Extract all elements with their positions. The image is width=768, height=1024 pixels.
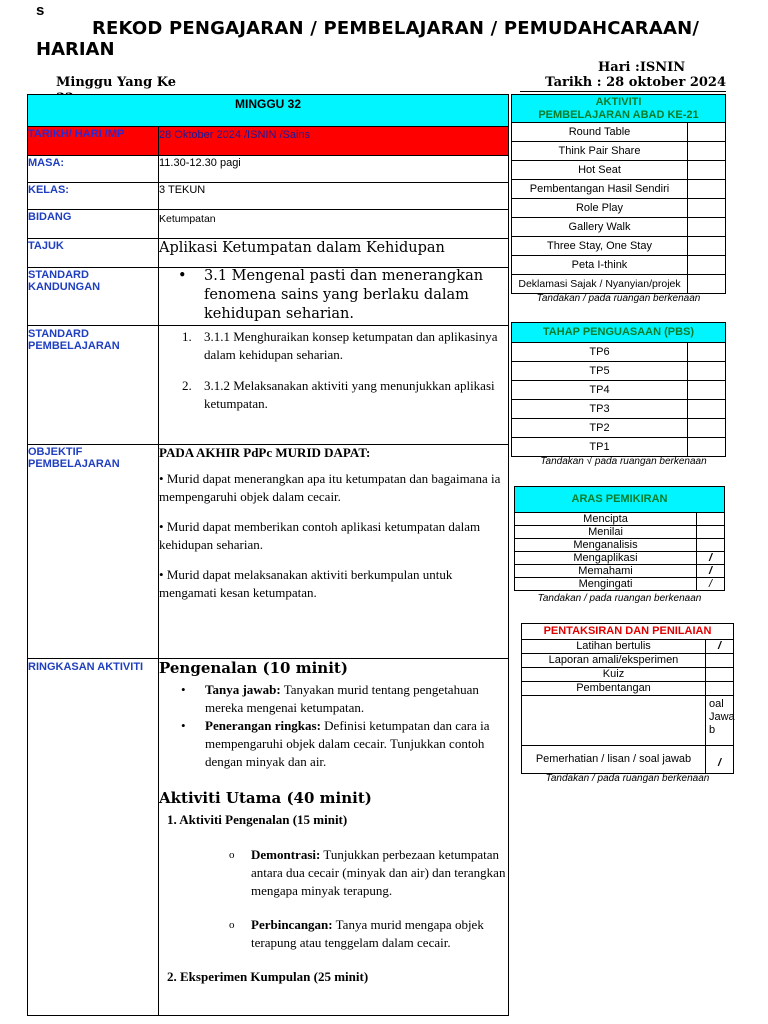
bidang-value: Ketumpatan	[159, 213, 216, 225]
table-row: TP6	[512, 342, 725, 361]
table-row: Latihan bertulis /	[522, 639, 733, 653]
checkbox-cell[interactable]	[696, 539, 724, 551]
pengenalan-item: • Tanya jawab: Tanyakan murid tentang pengetahuan mereka mengenai ketumpatan.	[181, 682, 479, 715]
soal-jawab-text: oal Jawa b	[709, 698, 735, 736]
kelas-value: 3 TEKUN	[159, 184, 206, 196]
tarikh-value: 28 Oktober 2024 /ISNIN /Sains	[159, 129, 311, 141]
table-row: TP3	[512, 399, 725, 418]
table-title: MINGGU 32	[234, 97, 301, 111]
table-row: Laporan amali/eksperimen	[522, 653, 733, 667]
pentaksiran-header: PENTAKSIRAN DAN PENILAIAN	[543, 625, 712, 637]
kelas-label: KELAS:	[28, 184, 69, 196]
utama-item-2: 2. Eksperimen Kumpulan (25 minit)	[167, 969, 369, 984]
table-row	[522, 695, 733, 745]
tarikh-label: TARIKH/ HARI /MP	[28, 128, 125, 140]
checkbox-cell[interactable]	[687, 275, 725, 293]
table-title-row	[28, 95, 508, 126]
tajuk-value: Aplikasi Ketumpatan dalam Kehidupan	[159, 240, 445, 256]
checkbox-cell[interactable]	[687, 438, 725, 456]
checkbox-cell[interactable]	[687, 142, 725, 160]
table-row: Mengaplikasi /	[515, 551, 724, 564]
hari-label: Hari :ISNIN	[598, 60, 686, 75]
table-row: TP2	[512, 418, 725, 437]
checkbox-cell[interactable]	[687, 218, 725, 236]
checkbox-cell[interactable]	[687, 362, 725, 380]
aras-note: Tandakan / pada ruangan berkenaan	[537, 593, 702, 604]
checkbox-cell[interactable]	[687, 199, 725, 217]
checkbox-cell[interactable]	[705, 654, 733, 667]
minggu-label: Minggu Yang Ke	[36, 75, 184, 108]
checkbox-cell[interactable]	[696, 526, 724, 538]
table-row: Pembentangan Hasil Sendiri	[512, 179, 725, 198]
table-row: TP1	[512, 437, 725, 456]
table-row: Mencipta	[515, 512, 724, 525]
checkbox-cell[interactable]	[705, 668, 733, 681]
checkbox-cell[interactable]	[687, 343, 725, 361]
utama-subitem: o Perbincangan: Tanya murid mengapa objek terapung atau tenggelam dalam cecair.	[229, 917, 484, 950]
obj-label: OBJEKTIF PEMBELAJARAN	[28, 446, 120, 470]
table-row: Role Play	[512, 198, 725, 217]
sp-item: 2. 3.1.2 Melaksanakan aktiviti yang menunjukkan aplikasi ketumpatan.	[182, 378, 495, 411]
table-row: Deklamasi Sajak / Nyanyian/projek	[512, 274, 725, 293]
table-row: Mengingati /	[515, 577, 724, 590]
checkbox-cell[interactable]	[687, 256, 725, 274]
utama-heading: Aktiviti Utama (40 minit)	[159, 789, 372, 807]
lesson-table	[27, 94, 509, 1016]
obj-item: • Murid dapat menerangkan apa itu ketumpatan dan bagaimana ia mempengaruhi objek dalam cecair.	[159, 471, 501, 504]
abad21-title1: AKTIVITI	[595, 96, 642, 108]
table-row: TP4	[512, 380, 725, 399]
aras-header: ARAS PEMIKIRAN	[515, 487, 724, 512]
abad21-note: Tandakan / pada ruangan berkenaan	[536, 293, 701, 304]
checkbox-cell[interactable]	[705, 682, 733, 695]
abad21-title2: PEMBELAJARAN ABAD KE-21	[538, 109, 699, 121]
checkbox-cell[interactable]	[687, 161, 725, 179]
tarikh-label: Tarikh : 28 oktober 2024	[520, 75, 726, 92]
table-row: Three Stay, One Stay	[512, 236, 725, 255]
sp-item: 1. 3.1.1 Menghuraikan konsep ketumpatan dan aplikasinya dalam kehidupan seharian.	[182, 329, 498, 362]
table-row: Pembentangan	[522, 681, 733, 695]
table-row: Menilai	[515, 525, 724, 538]
bidang-label: BIDANG	[28, 211, 72, 223]
sk-label: STANDARD KANDUNGAN	[28, 269, 101, 293]
document-title: REKOD PENGAJARAN / PEMBELAJARAN / PEMUDAHCARAAN/	[92, 18, 700, 39]
utama-item-1: 1. Aktiviti Pengenalan (15 minit)	[167, 812, 348, 827]
pentaksiran-table	[521, 623, 734, 774]
sp-list	[178, 328, 508, 413]
obj-heading: PADA AKHIR PdPc MURID DAPAT:	[159, 445, 371, 460]
aras-table	[514, 486, 725, 591]
table-row: Kuiz	[522, 667, 733, 681]
pentaksiran-note: Tandakan / pada ruangan berkenaan	[545, 773, 710, 784]
abad21-rows	[512, 122, 725, 293]
checkbox-cell[interactable]: /	[705, 746, 733, 773]
table-row: Menganalisis	[515, 538, 724, 551]
header-letter: s	[36, 2, 45, 19]
pengenalan-heading: Pengenalan (10 minit)	[159, 659, 348, 677]
sk-value: 3.1 Mengenal pasti dan menerangkan fenomena sains yang berlaku dalam kehidupan seharian.	[204, 268, 484, 322]
checkbox-cell[interactable]: /	[696, 578, 724, 590]
checkbox-cell[interactable]	[687, 237, 725, 255]
obj-content	[159, 444, 507, 602]
table-row: Memahami /	[515, 564, 724, 577]
obj-item: • Murid dapat melaksanakan aktiviti berkumpulan untuk mengamati kesan ketumpatan.	[159, 567, 453, 600]
table-row: Hot Seat	[512, 160, 725, 179]
abad21-table	[511, 94, 726, 294]
checkbox-cell[interactable]	[687, 419, 725, 437]
table-row: Peta I-think	[512, 255, 725, 274]
masa-label: MASA:	[28, 157, 65, 169]
ringkasan-label: RINGKASAN AKTIVITI	[28, 661, 144, 673]
table-row: Pemerhatian / lisan / soal jawab /	[522, 745, 733, 773]
checkbox-cell[interactable]	[687, 180, 725, 198]
abad21-header	[512, 95, 725, 122]
table-row: Round Table	[512, 122, 725, 141]
table-row: Think Pair Share	[512, 141, 725, 160]
checkbox-cell[interactable]: /	[705, 640, 733, 653]
pengenalan-item: • Penerangan ringkas: Definisi ketumpatan dan cara ia mempengaruhi objek dalam cecair. Tunjukkan contoh dengan minyak dan air.	[181, 718, 490, 769]
sk-item: • 3.1 Mengenal pasti dan menerangkan fenomena sains yang berlaku dalam kehidupan seharian.	[178, 267, 506, 324]
checkbox-cell[interactable]: /	[696, 565, 724, 577]
checkbox-cell[interactable]	[687, 381, 725, 399]
sp-label: STANDARD PEMBELAJARAN	[28, 328, 120, 352]
masa-value: 11.30-12.30 pagi	[159, 157, 241, 169]
pbs-table	[511, 322, 726, 457]
ringkasan-content	[159, 659, 507, 986]
table-row: Gallery Walk	[512, 217, 725, 236]
pbs-note: Tandakan √ pada ruangan berkenaan	[540, 456, 707, 467]
table-row: TP5	[512, 361, 725, 380]
checkbox-cell[interactable]	[687, 123, 725, 141]
checkbox-cell[interactable]	[687, 400, 725, 418]
obj-item: • Murid dapat memberikan contoh aplikasi ketumpatan dalam kehidupan seharian.	[159, 519, 481, 552]
checkbox-cell[interactable]: /	[696, 552, 724, 564]
soal-jawab-cell[interactable]	[705, 696, 733, 745]
pbs-header: TAHAP PENGUASAAN (PBS)	[512, 323, 725, 342]
tajuk-label: TAJUK	[28, 240, 64, 252]
utama-subitem: o Demontrasi: Tunjukkan perbezaan ketumpatan antara dua cecair (minyak dan air) dan terangkan mengapa minyak terapung.	[229, 847, 506, 898]
checkbox-cell[interactable]	[696, 513, 724, 525]
document-title-line2: HARIAN	[36, 39, 115, 60]
